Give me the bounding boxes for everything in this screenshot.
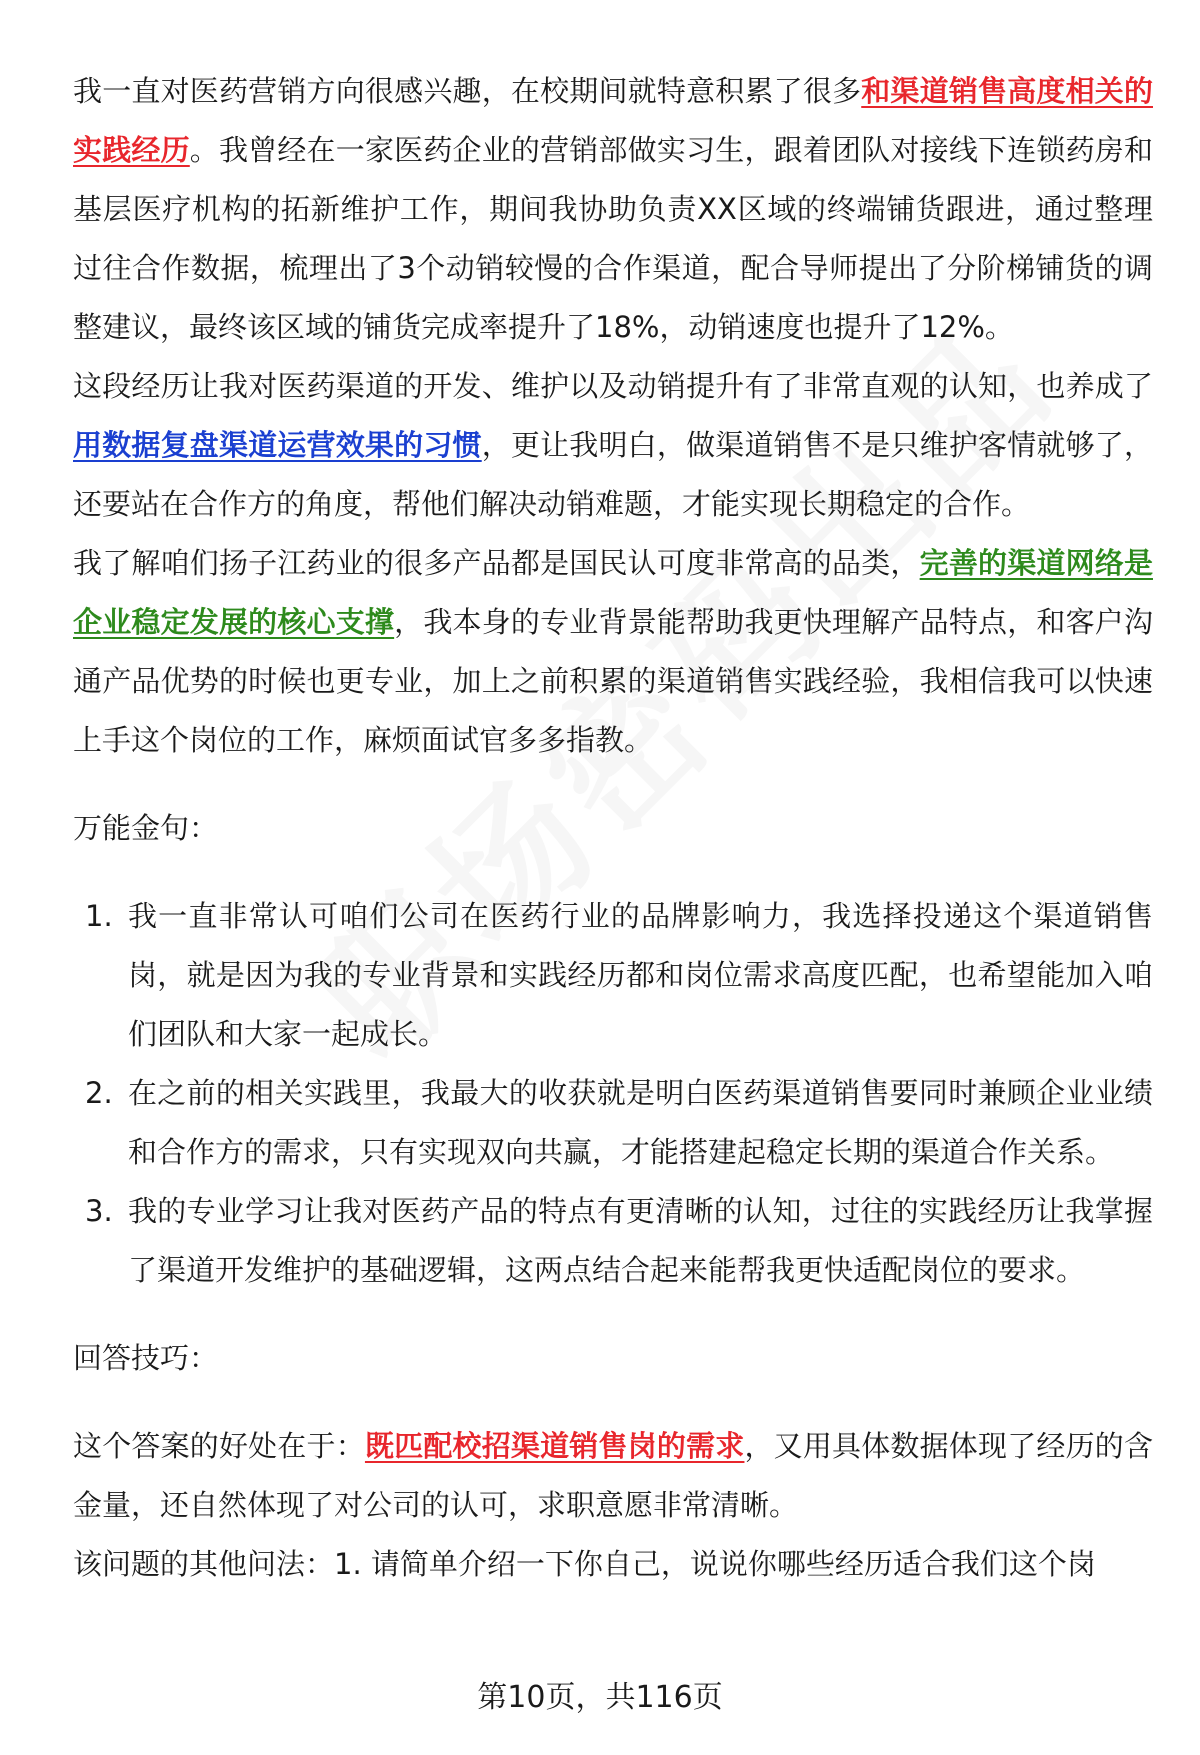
- list-item-number: 3.: [85, 1194, 113, 1228]
- golden-sentences-heading: 万能金句：: [73, 811, 219, 845]
- list-item-number: 2.: [85, 1076, 113, 1110]
- intro-p3-text-b: ，我本身的专业背景能帮助我更快理解产品特点，和客户沟通产品优势的时候也更专业，加上之前积累的渠道销售实践经验，我相信我可以快速上手这个岗位的工作，麻烦面试官多多指教。: [73, 605, 1153, 757]
- highlight-channel-network: 完善的渠道网络是企业稳定发展的核心支撑: [73, 546, 1153, 639]
- list-item: [73, 1182, 1153, 1300]
- highlight-data-review-habit: 用数据复盘渠道运营效果的习惯: [73, 428, 482, 462]
- intro-paragraph-1: [73, 62, 1153, 357]
- list-item-number: 1.: [85, 899, 113, 933]
- golden-sentences-list: [73, 887, 1153, 1300]
- list-item-text: 在之前的相关实践里，我最大的收获就是明白医药渠道销售要同时兼顾企业业绩和合作方的需求，只有实现双向共赢，才能搭建起稳定长期的渠道合作关系。: [128, 1076, 1153, 1169]
- tips-p1-text-b: ，又用具体数据体现了经历的含金量，还自然体现了对公司的认可，求职意愿非常清晰。: [73, 1429, 1153, 1522]
- highlight-job-match: 既匹配校招渠道销售岗的需求: [364, 1429, 745, 1463]
- list-item-text: 我的专业学习让我对医药产品的特点有更清晰的认知，过往的实践经历让我掌握了渠道开发维护的基础逻辑，这两点结合起来能帮我更快适配岗位的要求。: [128, 1194, 1153, 1287]
- intro-p3-text-a: 我了解咱们扬子江药业的很多产品都是国民认可度非常高的品类，: [73, 546, 920, 580]
- intro-p1-text-b: 。我曾经在一家医药企业的营销部做实习生，跟着团队对接线下连锁药房和基层医疗机构的拓新维护工作，期间我协助负责XX区域的终端铺货跟进，通过整理过往合作数据，梳理出了3个动销较慢的合作渠道，配合导师提出了分阶梯铺货的调整建议，最终该区域的铺货完成率提升了18%，动销速度也提升了12%。: [73, 133, 1153, 344]
- intro-p2-text-b: ，更让我明白，做渠道销售不是只维护客情就够了，还要站在合作方的角度，帮他们解决动销难题，才能实现长期稳定的合作。: [73, 428, 1153, 521]
- tips-paragraph-1: [73, 1417, 1153, 1535]
- list-item: [73, 887, 1153, 1064]
- intro-p2-text-a: 这段经历让我对医药渠道的开发、维护以及动销提升有了非常直观的认知，也养成了: [73, 369, 1153, 403]
- list-item-text: 我一直非常认可咱们公司在医药行业的品牌影响力，我选择投递这个渠道销售岗，就是因为我的专业背景和实践经历都和岗位需求高度匹配，也希望能加入咱们团队和大家一起成长。: [128, 899, 1153, 1051]
- answer-tips-heading: 回答技巧：: [73, 1341, 219, 1375]
- tips-p1-text-a: 这个答案的好处在于：: [73, 1429, 365, 1463]
- highlight-practice-experience: 和渠道销售高度相关的实践经历: [73, 74, 1153, 167]
- intro-paragraph-2: [73, 357, 1153, 534]
- intro-p1-text-a: 我一直对医药营销方向很感兴趣，在校期间就特意积累了很多: [73, 74, 862, 108]
- tips-paragraph-2: 该问题的其他问法：1. 请简单介绍一下你自己，说说你哪些经历适合我们这个岗: [73, 1547, 1096, 1581]
- list-item: [73, 1064, 1153, 1182]
- document-page: [73, 62, 1153, 1594]
- page-number-footer: 第10页，共116页: [477, 1680, 723, 1715]
- intro-paragraph-3: [73, 534, 1153, 770]
